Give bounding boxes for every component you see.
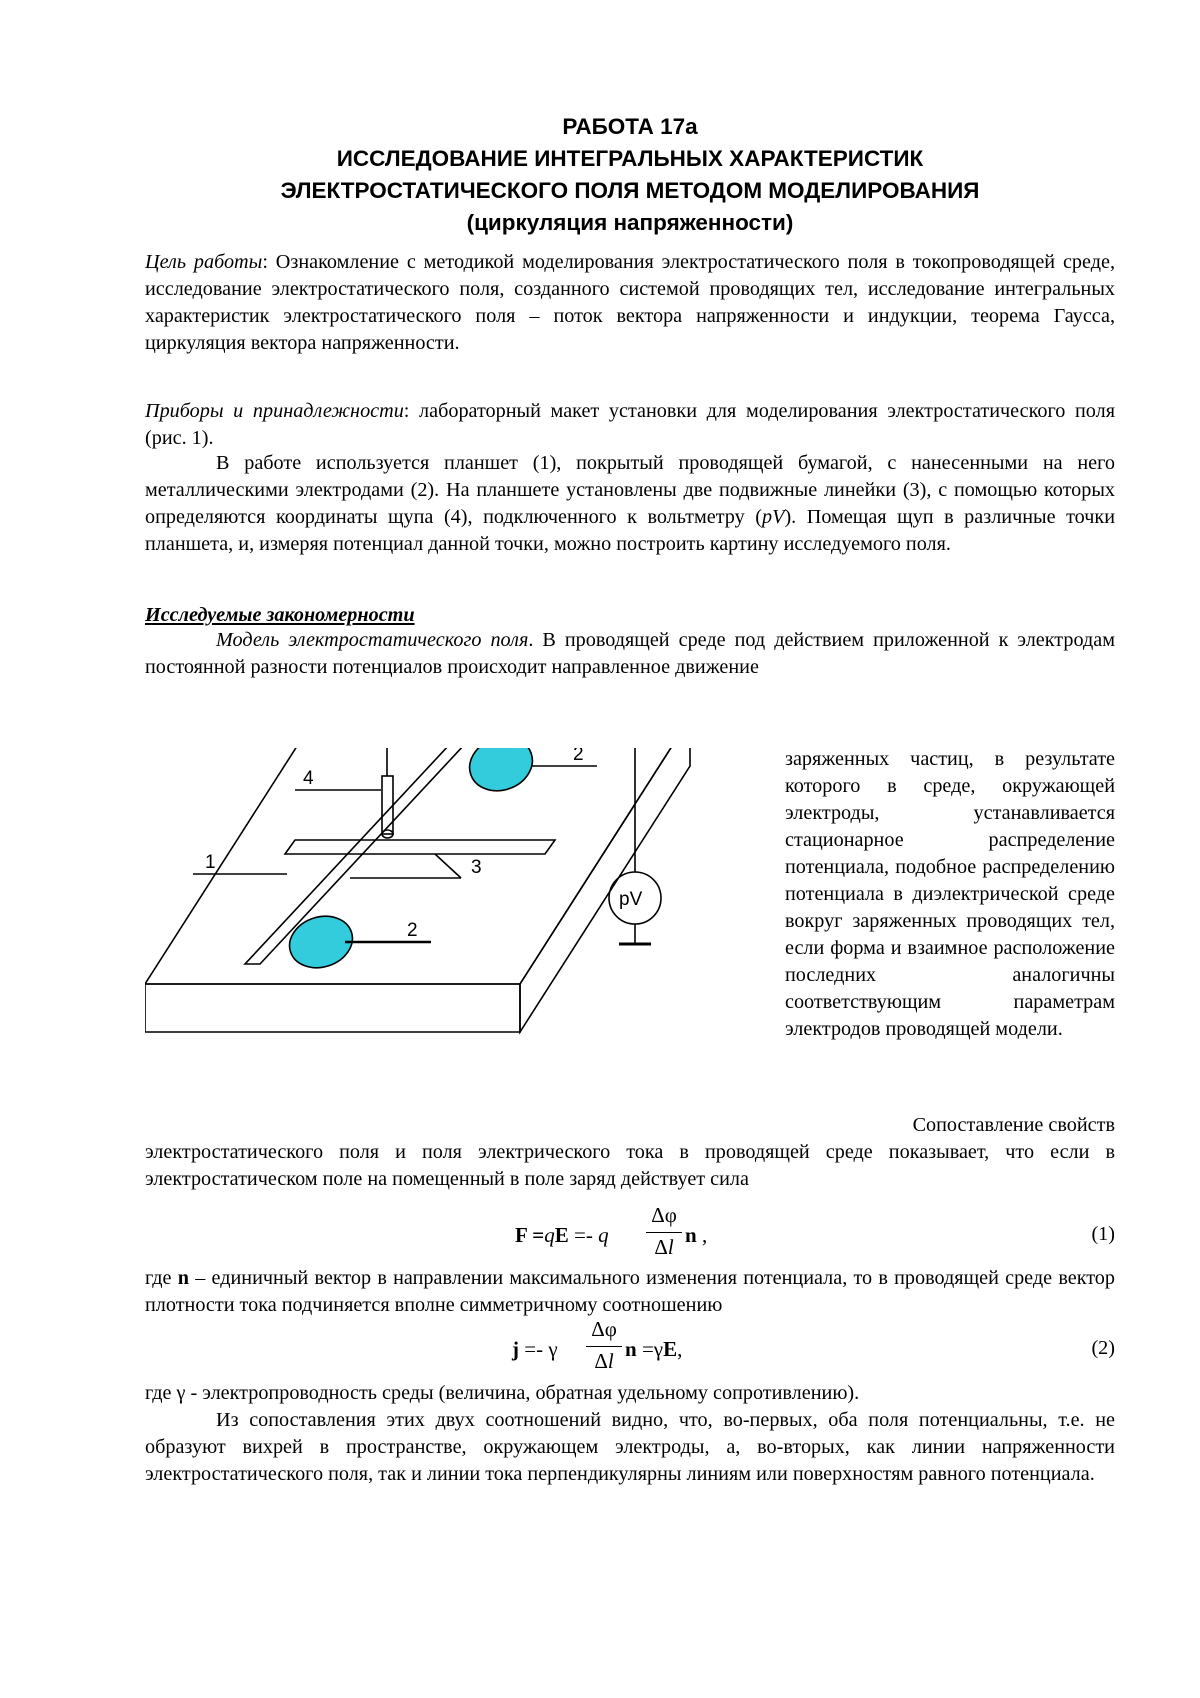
eq2-numerator: Δφ bbox=[591, 1317, 617, 1341]
goal-label: Цель работы bbox=[145, 251, 263, 273]
setup-text-1: В работе используется планшет (1), покрытый проводящей бумагой, с нанесенными на него металлическими электродами (2). На планшете установлены две подвижные линейки (3), с помощью которых определяются координаты щупа (4), подключенного к вольтметру ( bbox=[145, 452, 1115, 528]
label-2-top: 2 bbox=[573, 748, 584, 765]
eq1-numerator: Δφ bbox=[651, 1203, 677, 1227]
eq2-mid: =- γ bbox=[519, 1337, 558, 1361]
between-paragraph: где n – единичный вектор в направлении максимального изменения потенциала, то в проводящей среде вектор плотности тока подчиняется вполне симметричному соотношению bbox=[145, 1267, 1115, 1316]
devices-paragraph bbox=[145, 398, 1115, 452]
label-4: 4 bbox=[303, 768, 314, 789]
gamma-paragraph: где γ - электропроводность среды (величина, обратная удельному сопротивлению). bbox=[145, 1382, 860, 1404]
model-label: Модель электростатического поля bbox=[216, 629, 529, 651]
board-side bbox=[520, 748, 690, 1032]
title-subtitle: (циркуляция напряженности) bbox=[466, 210, 794, 235]
goal-text: : Ознакомление с методикой моделирования электростатического поля в токопроводящей среде, исследование электростатического поля, созданного системой проводящих тел, исследование интегральных характеристик электростатического поля – поток вектора напряженности и индукции, теорема Гаусса, циркуляция вектора напряженности. bbox=[145, 251, 1115, 354]
figure-1-setup bbox=[145, 748, 755, 1136]
compare-paragraph: электростатического поля и поля электрического тока в проводящей среде показывает, что если в электростатическом поле на помещенный в поле заряд действует сила bbox=[145, 1141, 1115, 1190]
model-text: . В проводящей среде под действием приложенной к электродам постоянной разности потенциалов происходит направленное движение bbox=[145, 629, 1115, 678]
final-paragraph: Из сопоставления этих двух соотношений видно, что, во-первых, оба поля потенциальны, т.е. не образуют вихрей в пространстве, окружающем электроды, а, во-вторых, как линии напряженности электростатического поля, так и линии тока перпендикулярны линиям или поверхностям равного потенциала. bbox=[145, 1409, 1115, 1485]
ruler-cross bbox=[285, 840, 555, 854]
goal-paragraph bbox=[145, 249, 1115, 357]
eq1-mid: =- bbox=[568, 1223, 599, 1247]
ruler-slot bbox=[245, 748, 465, 964]
between-n: n bbox=[177, 1267, 189, 1289]
label-2-bottom: 2 bbox=[407, 920, 418, 941]
between-text: – единичный вектор в направлении максимального изменения потенциала, то в проводящей среде вектор плотности тока подчиняется вполне симметричному соотношению bbox=[145, 1267, 1115, 1316]
eq1-E: E bbox=[554, 1223, 569, 1247]
model-paragraph bbox=[145, 627, 1115, 681]
section-heading: Исследуемые закономерности bbox=[145, 604, 415, 626]
voltmeter-label: pV bbox=[619, 889, 643, 910]
title-line-2: ЭЛЕКТРОСТАТИЧЕСКОГО ПОЛЯ МЕТОДОМ МОДЕЛИРОВАНИЯ bbox=[280, 178, 980, 203]
electrode-top bbox=[462, 748, 540, 799]
eq2-denominator: Δl bbox=[594, 1349, 614, 1373]
eq1-n: n bbox=[685, 1223, 697, 1247]
setup-text-2: ). Помещая щуп в различные точки планшета, и, измеряя потенциал данной точки, можно построить картину исследуемого поля. bbox=[145, 506, 1115, 555]
eq1-q: q bbox=[544, 1223, 555, 1247]
board-top bbox=[145, 748, 690, 984]
devices-text: : лабораторный макет установки для моделирования электростатического поля (рис. 1). bbox=[145, 400, 1115, 449]
eq1-number: (1) bbox=[1091, 1223, 1115, 1245]
board-front bbox=[145, 984, 520, 1032]
label-3: 3 bbox=[471, 857, 482, 878]
devices-label: Приборы и принадлежности bbox=[145, 400, 404, 422]
compare-start: Сопоставление свойств bbox=[912, 1114, 1115, 1136]
title-line-1: ИССЛЕДОВАНИЕ ИНТЕГРАЛЬНЫХ ХАРАКТЕРИСТИК bbox=[336, 146, 924, 171]
document-page: РАБОТА 17а ИССЛЕДОВАНИЕ ИНТЕГРАЛЬНЫХ ХАРАКТЕРИСТИК ЭЛЕКТРОСТАТИЧЕСКОГО ПОЛЯ МЕТОДОМ МОДЕЛИРОВАНИЯ (циркуляция напряженности) Цель работы: Ознакомление с методикой моделирования электростатического поля в токопроводящей среде, исследование электростатического поля, созданного системой проводящих тел, исследование интегральных характеристик электростатического поля – поток вектора напряженности и индукции, теорема Гаусса, циркуляция вектора напряженности. Приборы и принадлежности: лабораторный макет установки для моделирования электростатического поля (рис. 1). В работе используется планшет (1), покрытый проводящей бумагой, с нанесенными на него металлическими электродами (2). На планшете установлены две подвижные линейки (3), с помощью которых определяются координаты щупа (4), подключенного к вольтметру (pV). Помещая щуп в различные точки планшета, и, измеряя потенциал данной точки, можно построить картину исследуемого поля. Исследуемые закономерности Модель электростатического поля. В проводящей среде под действием приложенной к электродам постоянной разности потенциалов происходит направленное движение 1 2 2 3 4 pV заряженных частиц, в результате которого в среде, окружающей электроды, устанавливается стационарное распределение потенциала, подобное распределению потенциала в диэлектрической среде вокруг заряженных проводящих тел, если форма и взаимное расположение последних аналогичны соответствующим параметрам электродов проводящей модели. Сопоставление свойств электростатического поля и поля электрического тока в проводящей среде показывает, что если в электростатическом поле на помещенный в поле заряд действует сила F =qE =- q Δφ Δl n , (1) где n – единичный вектор в направлении максимального изменения потенциала, то в проводящей среде вектор плотности тока подчиняется вполне симметричному соотношению j =- γ Δφ Δl n =γE, (2) где γ - электропроводность среды (величина, обратная удельному сопротивлению). Из сопоставления этих двух соотношений видно, что, во-первых, оба поля потенциальны, т.е. не образуют вихрей в пространстве, окружающем электроды, а, во-вторых, как линии напряженности электростатического поля, так и линии тока перпендикулярны линиям или поверхностям равного потенциала. bbox=[145, 0, 1115, 1698]
label-1: 1 bbox=[205, 852, 216, 873]
eq2-n: n bbox=[625, 1337, 637, 1361]
eq2-E: E bbox=[663, 1337, 678, 1361]
eq1-denominator: Δl bbox=[654, 1235, 674, 1259]
work-number: РАБОТА 17а bbox=[562, 114, 698, 139]
eq1-lhs: F = bbox=[515, 1223, 545, 1247]
eq2-number: (2) bbox=[1091, 1337, 1115, 1359]
probe bbox=[382, 776, 393, 834]
side-paragraph: заряженных частиц, в результате которого в среде, окружающей электроды, устанавливается стационарное распределение потенциала, подобное распределению потенциала в диэлектрической среде вокруг заряженных проводящих тел, если форма и взаимное расположение последних аналогичны соответствующим параметрам электродов проводящей модели. bbox=[785, 748, 1115, 1040]
setup-pv: pV bbox=[762, 506, 785, 528]
eq2-j: j bbox=[512, 1337, 519, 1361]
eq1-q2: q bbox=[598, 1223, 609, 1247]
setup-paragraph bbox=[145, 450, 1115, 558]
